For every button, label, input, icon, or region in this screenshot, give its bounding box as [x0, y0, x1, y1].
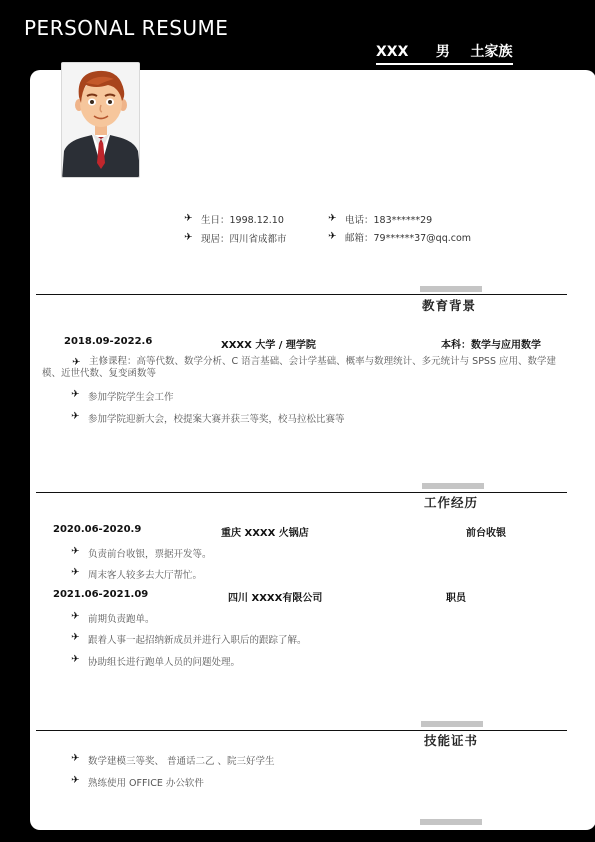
job-duty [71, 567, 202, 581]
job-duty-text: 前期负责跑单。 [88, 614, 155, 625]
section-divider [36, 730, 567, 731]
avatar-illustration [62, 63, 140, 178]
section-tab [421, 721, 483, 727]
skills-heading: 技能证书 [424, 733, 479, 748]
job-duty-text: 协助组长进行跑单人员的问题处理。 [88, 657, 241, 668]
airplane-icon: ✈ [71, 611, 80, 622]
job-period: 2020.06-2020.9 [53, 524, 142, 535]
email-text: 邮箱：79******37@qq.com [345, 233, 472, 244]
section-tab [422, 483, 484, 489]
airplane-icon: ✈ [71, 411, 80, 422]
education-heading: 教育背景 [422, 298, 477, 313]
airplane-icon: ✈ [184, 213, 193, 224]
airplane-icon: ✈ [72, 357, 81, 368]
job-period: 2021.06-2021.09 [53, 589, 149, 600]
job-duty-text: 跟着人事一起招纳新成员并进行入职后的跟踪了解。 [88, 635, 307, 646]
education-item [71, 411, 345, 425]
job-company: 四川 XXXX有限公司 [228, 593, 323, 604]
job-duty [71, 654, 240, 668]
courses-text: 主修课程：高等代数、数学分析、C 语言基础、会计学基础、概率与数理统计、多元统计与 SPSS 应用、数学建模、近世代数、复变函数等 [42, 356, 557, 379]
airplane-icon: ✈ [71, 389, 80, 400]
skill-item-text: 数学建模三等奖、 普通话二乙 、院三好学生 [88, 756, 275, 767]
job-duty [71, 632, 307, 646]
job-duty [71, 611, 155, 625]
profile-photo [61, 62, 140, 178]
info-email [328, 230, 471, 244]
airplane-icon: ✈ [71, 546, 80, 557]
info-phone [328, 212, 432, 226]
name-gender-ethnicity: XXX 男 土家族 [376, 41, 513, 65]
birthday-text: 生日：1998.12.10 [201, 215, 284, 226]
location-text: 现居：四川省成都市 [201, 234, 287, 245]
education-degree: 本科：数学与应用数学 [441, 340, 541, 351]
education-period: 2018.09-2022.6 [64, 336, 153, 347]
section-tab [420, 286, 482, 292]
work-heading: 工作经历 [424, 495, 479, 510]
job-duty [71, 546, 212, 560]
airplane-icon: ✈ [71, 775, 80, 786]
job-duty-text: 负责前台收银，票据开发等。 [88, 549, 212, 560]
job-role: 职员 [446, 593, 466, 604]
skill-item [71, 775, 204, 789]
airplane-icon: ✈ [71, 753, 80, 764]
skill-item-text: 熟练使用 OFFICE 办公软件 [88, 778, 204, 789]
education-item-text: 参加学院学生会工作 [88, 392, 174, 403]
airplane-icon: ✈ [184, 232, 193, 243]
education-courses [42, 356, 564, 380]
section-divider [36, 294, 567, 295]
resume-title: PERSONAL RESUME [24, 16, 229, 40]
airplane-icon: ✈ [71, 654, 80, 665]
job-company: 重庆 XXXX 火锅店 [221, 528, 309, 539]
phone-text: 电话：183******29 [345, 215, 433, 226]
section-divider [36, 492, 567, 493]
info-location [184, 231, 287, 245]
education-school: XXXX 大学 / 理学院 [221, 340, 316, 351]
resume-sheet [30, 70, 595, 830]
airplane-icon: ✈ [328, 213, 337, 224]
job-duty-text: 周末客人较多去大厅帮忙。 [88, 570, 203, 581]
education-item-text: 参加学院迎新大会，校提案大赛并获三等奖，校马拉松比赛等 [88, 414, 345, 425]
airplane-icon: ✈ [71, 567, 80, 578]
airplane-icon: ✈ [71, 632, 80, 643]
info-birthday [184, 212, 284, 226]
airplane-icon: ✈ [328, 231, 337, 242]
job-role: 前台收银 [466, 528, 506, 539]
section-tab [420, 819, 482, 825]
skill-item [71, 753, 275, 767]
education-item [71, 389, 174, 403]
